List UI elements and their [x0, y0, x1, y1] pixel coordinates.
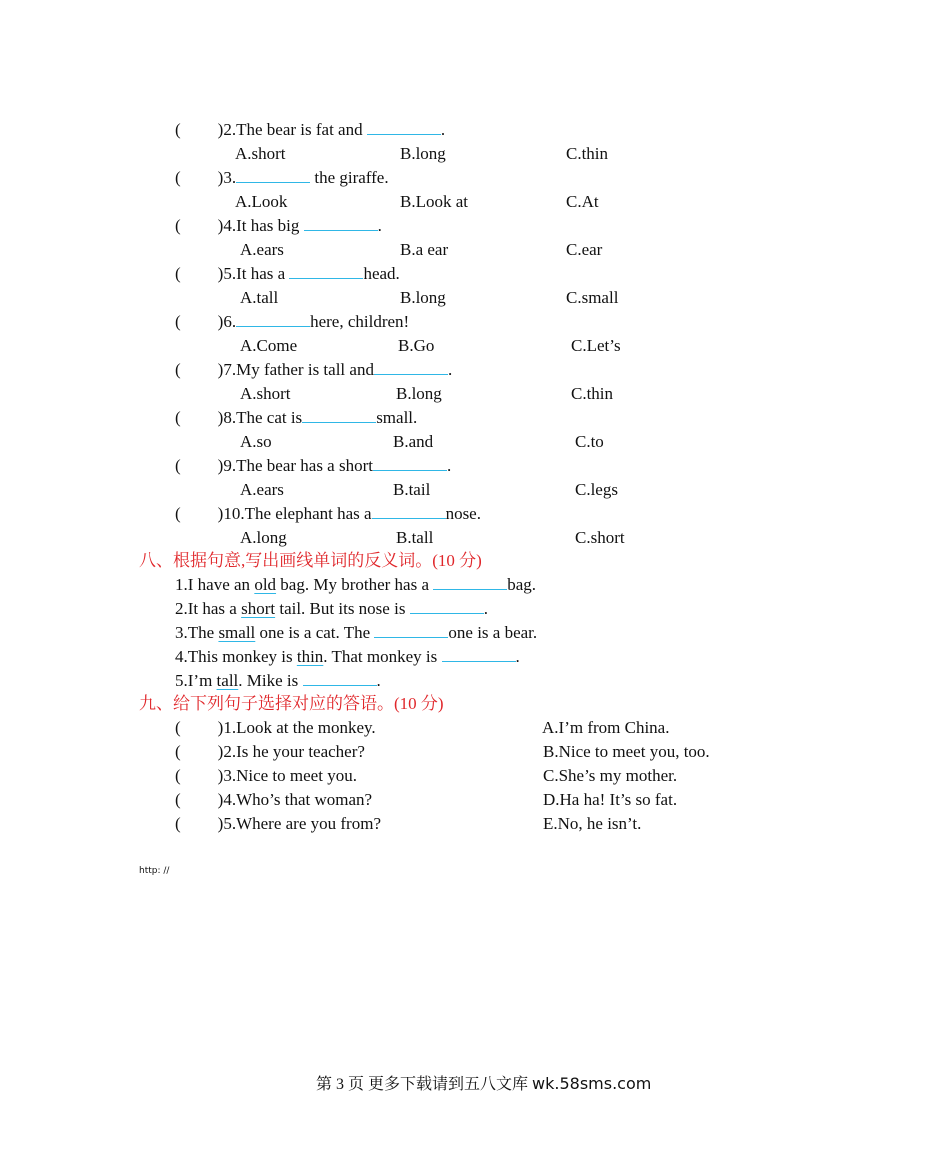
answer-bracket[interactable]: (: [175, 504, 181, 523]
question-row: [175, 119, 445, 141]
option-b[interactable]: B.Look at: [400, 192, 468, 211]
antonym-item: [175, 670, 381, 692]
answer-bracket[interactable]: (: [175, 814, 181, 833]
question-number: )10.: [217, 504, 245, 523]
question-text-after: small.: [376, 408, 418, 427]
question-text-before: The elephant has a: [244, 504, 372, 523]
question-number: )4.: [217, 216, 237, 235]
question-text: Nice to meet you.: [236, 766, 357, 785]
option-a[interactable]: A.long: [240, 528, 287, 547]
question-row: [175, 359, 452, 381]
question-text-after: here, children!: [310, 312, 410, 331]
answer-option: A.I’m from China.: [542, 718, 670, 737]
antonym-item: [175, 622, 537, 644]
matching-question: [175, 789, 372, 811]
fill-blank[interactable]: [374, 360, 448, 375]
option-b[interactable]: B.long: [400, 288, 446, 307]
fill-blank[interactable]: [367, 120, 441, 135]
option-a[interactable]: A.short: [240, 384, 291, 403]
underlined-word: tall: [216, 671, 239, 690]
antonym-item: [175, 598, 488, 620]
option-a[interactable]: A.ears: [240, 480, 284, 499]
question-number: )8.: [217, 408, 237, 427]
antonym-item: [175, 574, 536, 596]
question-text: Where are you from?: [236, 814, 381, 833]
option-b[interactable]: B.long: [396, 384, 442, 403]
fill-blank[interactable]: [289, 264, 363, 279]
question-text: Who’s that woman?: [236, 790, 373, 809]
question-number: )2.: [217, 120, 237, 139]
option-b[interactable]: B.a ear: [400, 240, 449, 259]
matching-question: [175, 813, 381, 835]
item-text-after: .: [376, 671, 381, 690]
section-8-title: 八、根据句意,写出画线单词的反义词。(10 分): [139, 551, 482, 570]
item-text-after: one is a bear.: [448, 623, 538, 642]
question-text-before: My father is tall and: [236, 360, 374, 379]
question-number: )2.: [217, 742, 237, 761]
option-b[interactable]: B.Go: [398, 336, 435, 355]
question-number: )9.: [217, 456, 237, 475]
question-number: )5.: [217, 814, 237, 833]
answer-bracket[interactable]: (: [175, 312, 181, 331]
option-a[interactable]: A.ears: [240, 240, 284, 259]
option-c[interactable]: C.legs: [575, 480, 618, 499]
option-a[interactable]: A.Look: [235, 192, 288, 211]
question-row: [175, 407, 417, 429]
option-c[interactable]: C.thin: [571, 384, 614, 403]
antonym-item: [175, 646, 520, 668]
option-a[interactable]: A.Come: [240, 336, 298, 355]
question-row: [175, 455, 451, 477]
question-text-after: the giraffe.: [310, 168, 389, 187]
answer-bracket[interactable]: (: [175, 120, 181, 139]
question-number: )4.: [217, 790, 237, 809]
item-text-middle: . Mike is: [238, 671, 303, 690]
answer-option: B.Nice to meet you, too.: [543, 742, 710, 761]
answer-bracket[interactable]: (: [175, 742, 181, 761]
question-number: )6.: [217, 312, 237, 331]
answer-bracket[interactable]: (: [175, 264, 181, 283]
url-text: http: //: [139, 866, 170, 876]
question-text-before: The bear is fat and: [236, 120, 367, 139]
fill-blank[interactable]: [302, 408, 376, 423]
footer-site-link[interactable]: wk.58sms.com: [532, 1074, 652, 1093]
question-text-before: The cat is: [236, 408, 303, 427]
answer-bracket[interactable]: (: [175, 168, 181, 187]
question-row: [175, 167, 389, 189]
item-text-before: 3.The: [175, 623, 219, 642]
option-a[interactable]: A.so: [240, 432, 272, 451]
underlined-word: old: [254, 575, 277, 594]
answer-option: C.She’s my mother.: [543, 766, 678, 785]
fill-blank[interactable]: [236, 168, 310, 183]
fill-blank[interactable]: [374, 623, 448, 638]
underlined-word: short: [241, 599, 276, 618]
answer-bracket[interactable]: (: [175, 360, 181, 379]
option-a[interactable]: A.short: [235, 144, 286, 163]
answer-option: E.No, he isn’t.: [543, 814, 642, 833]
question-text-before: It has big: [236, 216, 304, 235]
question-text: Look at the monkey.: [236, 718, 376, 737]
item-text-after: bag.: [507, 575, 537, 594]
fill-blank[interactable]: [373, 456, 447, 471]
question-text-after: head.: [363, 264, 400, 283]
option-c[interactable]: C.small: [566, 288, 619, 307]
option-b[interactable]: B.long: [400, 144, 446, 163]
option-c[interactable]: C.thin: [566, 144, 609, 163]
fill-blank[interactable]: [442, 647, 516, 662]
question-text-after: .: [446, 456, 452, 475]
option-a[interactable]: A.tall: [240, 288, 279, 307]
option-c[interactable]: C.Let’s: [571, 336, 621, 355]
item-text-middle: tail. But its nose is: [275, 599, 410, 618]
question-number: )3.: [217, 766, 237, 785]
option-b[interactable]: B.tall: [396, 528, 434, 547]
item-text-after: .: [483, 599, 488, 618]
question-row: [175, 215, 382, 237]
fill-blank[interactable]: [303, 671, 377, 686]
question-text-after: .: [447, 360, 453, 379]
item-text-before: 5.I’m: [175, 671, 217, 690]
underlined-word: small: [218, 623, 256, 642]
page-footer: [316, 1071, 651, 1094]
option-c[interactable]: C.At: [566, 192, 599, 211]
option-c[interactable]: C.to: [575, 432, 604, 451]
option-c[interactable]: C.short: [575, 528, 625, 547]
question-text-after: .: [440, 120, 446, 139]
question-text: Is he your teacher?: [236, 742, 365, 761]
question-text-after: nose.: [445, 504, 481, 523]
matching-question: [175, 765, 357, 787]
answer-bracket[interactable]: (: [175, 790, 181, 809]
item-text-before: 2.It has a: [175, 599, 242, 618]
fill-blank[interactable]: [372, 504, 446, 519]
answer-bracket[interactable]: (: [175, 718, 181, 737]
question-text-before: It has a: [236, 264, 290, 283]
item-text-before: 4.This monkey is: [175, 647, 297, 666]
fill-blank[interactable]: [410, 599, 484, 614]
question-row: [175, 503, 481, 525]
answer-option: D.Ha ha! It’s so fat.: [543, 790, 678, 809]
option-c[interactable]: C.ear: [566, 240, 603, 259]
answer-bracket[interactable]: (: [175, 766, 181, 785]
question-row: [175, 311, 409, 333]
matching-question: [175, 717, 376, 739]
option-b[interactable]: B.and: [393, 432, 434, 451]
question-text-after: .: [377, 216, 382, 235]
answer-bracket[interactable]: (: [175, 216, 181, 235]
item-text-middle: bag. My brother has a: [276, 575, 434, 594]
answer-bracket[interactable]: (: [175, 408, 181, 427]
answer-bracket[interactable]: (: [175, 456, 181, 475]
question-text-before: The bear has a short: [236, 456, 373, 475]
fill-blank[interactable]: [433, 575, 507, 590]
item-text-middle: . That monkey is: [323, 647, 442, 666]
matching-question: [175, 741, 365, 763]
item-text-middle: one is a cat. The: [255, 623, 375, 642]
question-number: )7.: [217, 360, 237, 379]
item-text-before: 1.I have an: [175, 575, 255, 594]
fill-blank[interactable]: [236, 312, 310, 327]
item-text-after: .: [515, 647, 520, 666]
question-number: )3.: [217, 168, 237, 187]
question-row: [175, 263, 400, 285]
underlined-word: thin: [296, 647, 324, 666]
fill-blank[interactable]: [304, 216, 378, 231]
question-number: )1.: [217, 718, 237, 737]
footer-text: 第 3 页 更多下载请到五八文库: [316, 1076, 533, 1093]
question-number: )5.: [217, 264, 237, 283]
section-9-title: 九、给下列句子选择对应的答语。(10 分): [139, 694, 444, 713]
option-b[interactable]: B.tail: [393, 480, 431, 499]
